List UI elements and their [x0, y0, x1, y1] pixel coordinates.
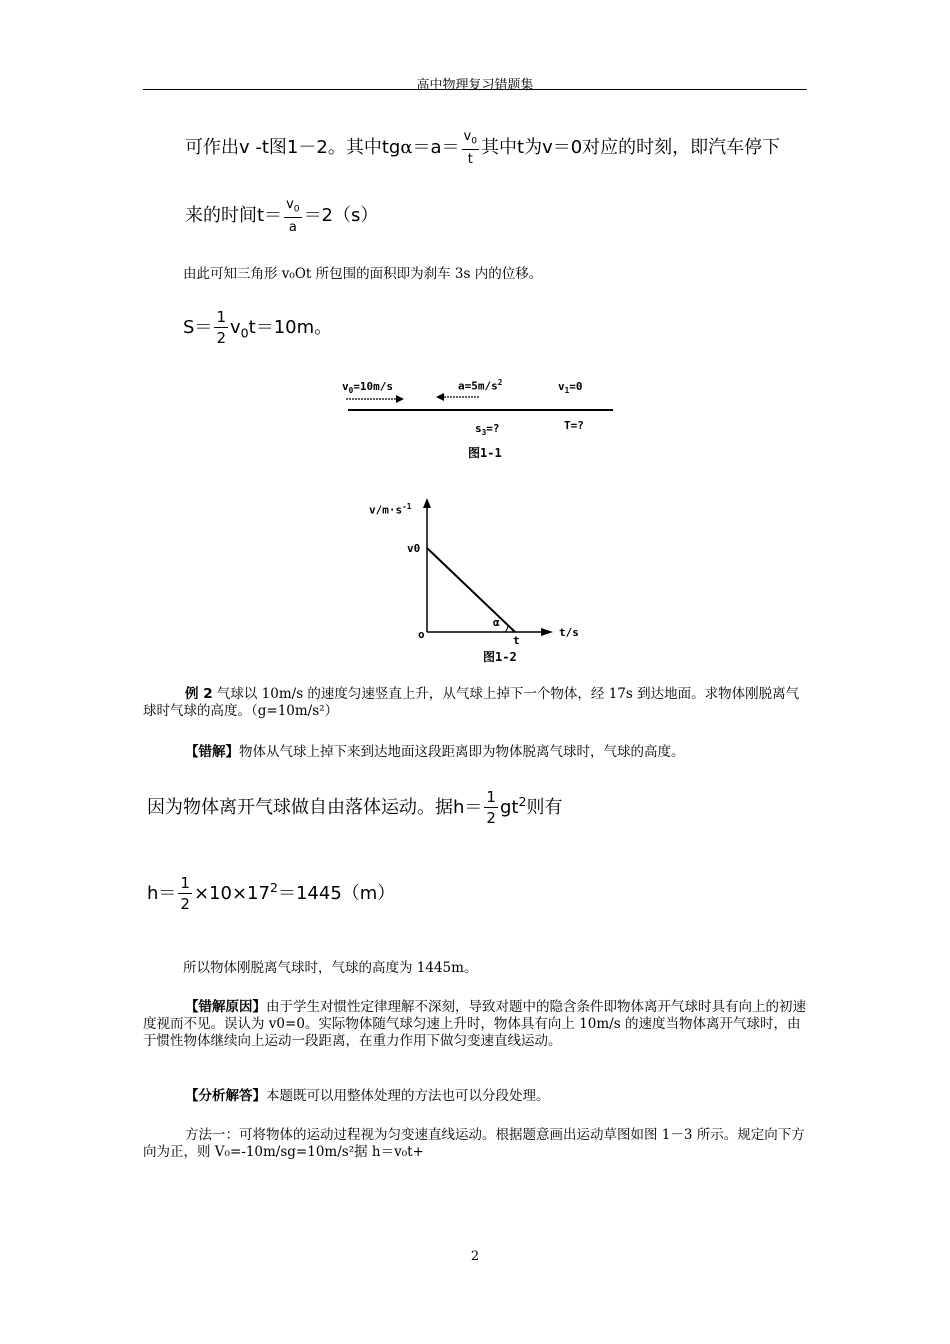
analysis-text: 本题既可以用整体处理的方法也可以分段处理。: [266, 1088, 550, 1104]
fraction-half: [214, 310, 228, 346]
arrow-right-icon: [344, 394, 404, 404]
wrong-solution-paragraph: [143, 744, 807, 761]
displacement-formula: [183, 310, 332, 346]
t-tick-label: t: [513, 634, 520, 647]
formula-text: ＝1445（m）: [277, 883, 396, 904]
error-cause-text: 由于学生对惯性定律理解不深刻，导致对题中的隐含条件即物体离开气球时具有向上的初速度视而不见。误认为 v0=0。实际物体随气球匀速上升时，物体具有向上 10m/s 的速度当物体离开气球时，由于惯性物体继续向上运动一段距离，在重力作用下做匀变速直线运动。: [143, 999, 806, 1049]
alpha-symbol: α: [400, 136, 413, 158]
example-2-paragraph: [143, 686, 807, 720]
acceleration-label: $a=5m/s^2$: [458, 378, 503, 393]
analysis-paragraph: [143, 1088, 807, 1105]
frac-numerator: v: [286, 197, 294, 212]
wrong-solution-text: 物体从气球上掉下来到达地面这段距离即为物体脱离气球时，气球的高度。: [239, 744, 685, 760]
frac-denominator: a: [288, 219, 297, 235]
formula-text: ＝2（s）: [303, 204, 379, 226]
fraction-half: [178, 876, 192, 912]
origin-label: o: [418, 628, 425, 641]
frac-numerator: v: [463, 129, 472, 144]
page-header-title: 高中物理复习错题集: [416, 78, 534, 93]
error-cause-paragraph: [143, 999, 807, 1050]
frac-denominator: 2: [486, 809, 496, 827]
fraction: [462, 130, 480, 166]
header-rule: [143, 89, 807, 90]
subscript: 0: [240, 325, 249, 341]
figure-caption: 图1-2: [483, 650, 517, 664]
arrow-left-icon: [436, 392, 486, 402]
error-cause-label: 【错解原因】: [185, 999, 266, 1015]
figure-caption: 图1-1: [468, 446, 502, 460]
triangle-area-sentence: 由此可知三角形 v₀Ot 所包围的面积即为刹车 3s 内的位移。: [183, 266, 543, 282]
formula-text: t＝10m。: [248, 317, 333, 338]
conclusion-sentence: 所以物体刚脱离气球时，气球的高度为 1445m。: [183, 960, 478, 976]
formula-text: 则有: [526, 797, 563, 818]
fraction-half: [484, 790, 498, 826]
track-line: [348, 406, 613, 414]
formula-text: 因为物体离开气球做自由落体运动。据h＝: [147, 797, 483, 818]
v1-label: $v_1=0$: [558, 380, 583, 396]
v0-label: $v_0=10m/s$: [342, 380, 394, 396]
x-axis-label: t/s: [559, 626, 579, 639]
formula-text: ×10×17: [193, 883, 270, 904]
frac-numerator: 1: [486, 788, 496, 806]
v0-tick-label: v0: [407, 542, 421, 555]
free-fall-formula: [147, 790, 562, 826]
formula-text: S＝: [183, 317, 213, 338]
formula-text: 其中t为v＝0对应的时刻，即汽车停下: [481, 136, 781, 158]
formula-text: gt: [499, 797, 519, 818]
figure-1-1: [340, 372, 620, 462]
method-1-paragraph: 方法一：可将物体的运动过程视为匀变速直线运动。根据题意画出运动草图如图 1－3 所示。规定向下方向为正，则 V₀=-10m/sg=10m/s²据 h＝v₀t+: [143, 1127, 805, 1160]
formula-text: ＝a＝: [412, 136, 460, 158]
vt-graph: [365, 492, 595, 667]
frac-denominator: 2: [180, 895, 190, 913]
time-label: T=?: [564, 419, 584, 432]
formula-text: 可作出v -t图1－2。其中tg: [185, 136, 401, 158]
formula-line-1: [185, 130, 780, 166]
page-number: 2: [470, 1249, 480, 1264]
alpha-label: α: [493, 616, 500, 629]
height-formula: [147, 876, 395, 912]
example-label: 例 2: [185, 686, 213, 702]
frac-numerator-sub: 0: [293, 204, 300, 215]
frac-denominator: t: [467, 151, 473, 167]
formula-text: v: [229, 317, 241, 338]
frac-numerator: 1: [180, 874, 190, 892]
formula-text: 来的时间t＝: [185, 204, 283, 226]
distance-label: $s_3=$?: [475, 422, 500, 438]
frac-numerator-sub: 0: [471, 136, 478, 147]
superscript: 2: [269, 880, 278, 895]
example-text: 气球以 10m/s 的速度匀速竖直上升，从气球上掉下一个物体，经 17s 到达地面。求物体刚脱离气球时气球的高度。（g=10m/s²）: [143, 686, 800, 719]
figure-1-2: [365, 492, 595, 667]
frac-numerator: 1: [216, 308, 226, 326]
y-axis-label: $v/m\cdot s^{-1}$: [369, 502, 412, 517]
fraction: [284, 198, 302, 234]
formula-line-2: [185, 198, 378, 234]
wrong-solution-label: 【错解】: [185, 744, 239, 760]
superscript: 2: [518, 794, 527, 809]
formula-text: h＝: [147, 883, 177, 904]
frac-denominator: 2: [216, 329, 226, 347]
analysis-label: 【分析解答】: [185, 1088, 266, 1104]
